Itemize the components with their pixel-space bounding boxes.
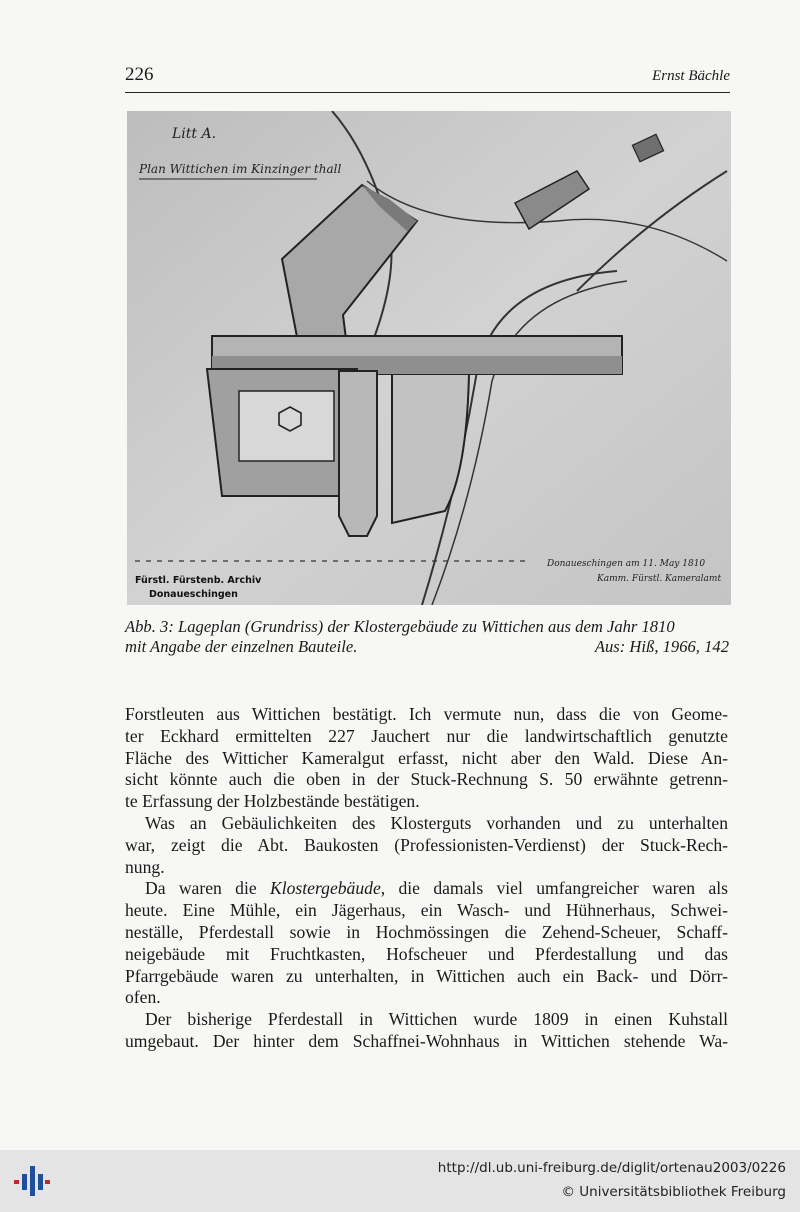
page-header xyxy=(125,62,730,93)
text-run: Da waren die xyxy=(145,878,270,899)
viewer-footer xyxy=(0,1150,800,1212)
paragraph-1 xyxy=(125,704,728,813)
running-head: Ernst Bächle xyxy=(652,68,730,84)
archive-stamp-line1: Fürstl. Fürstenb. Archiv xyxy=(135,575,262,586)
caption-text: mit Angabe der einzelnen Bauteile. xyxy=(125,637,358,656)
figure-caption xyxy=(125,617,729,657)
text-line: nung. xyxy=(125,856,165,877)
text-line xyxy=(125,878,728,900)
text-line: Pfarrgebäude waren zu unterhalten, in Wittichen auch ein Back- und Dörr- xyxy=(125,965,728,986)
text-line: ter Eckhard ermittelten 227 Jauchert nur die landwirtschaftlich genutzte xyxy=(125,725,728,746)
text-line: te Erfassung der Holzbestände bestätigen. xyxy=(125,791,420,812)
text-run: , die damals viel umfangreicher waren als xyxy=(380,878,728,899)
text-line: sicht könnte auch die oben in der Stuck-Rechnung S. 50 erwähnte getrenn- xyxy=(125,769,728,790)
text-line: neigebäude mit Fruchtkasten, Hofscheuer und Pferdestallung und das xyxy=(125,943,728,964)
paragraph-4 xyxy=(125,1009,728,1053)
emphasis-klostergebaeude: Klostergebäude xyxy=(270,878,381,899)
caption-line-2 xyxy=(125,637,729,657)
map-signature-line2: Kamm. Fürstl. Kameralamt xyxy=(597,574,722,584)
map-title-line2: Plan Wittichen im Kinzinger thall xyxy=(139,162,342,176)
text-line: ofen. xyxy=(125,987,161,1008)
courtyard xyxy=(239,391,334,461)
library-logo-icon xyxy=(12,1164,52,1200)
building-church xyxy=(339,371,377,536)
text-line: Forstleuten aus Wittichen bestätigt. Ich vermute nun, dass die von Geome- xyxy=(125,704,728,724)
text-line: heute. Eine Mühle, ein Jägerhaus, ein Wasch- und Hühnerhaus, Schwei- xyxy=(125,900,728,921)
paragraph-2 xyxy=(125,813,728,878)
page-number: 226 xyxy=(125,64,154,85)
paragraph-3 xyxy=(125,878,728,1009)
caption-source: Aus: Hiß, 1966, 142 xyxy=(594,637,729,656)
text-line: umgebaut. Der hinter dem Schaffnei-Wohnhaus in Wittichen stehende Wa- xyxy=(125,1030,728,1051)
map-title-line1: Litt A. xyxy=(172,126,217,142)
source-url-link[interactable]: http://dl.ub.uni-freiburg.de/diglit/ortenau2003/0226 xyxy=(437,1160,786,1176)
text-line: Fläche des Witticher Kameralgut erfasst, nicht aber den Wald. Diese An- xyxy=(125,747,728,768)
text-line: Was an Gebäulichkeiten des Klosterguts vorhanden und zu unterhalten xyxy=(145,812,728,833)
copyright-notice: © Universitätsbibliothek Freiburg xyxy=(561,1184,786,1200)
site-plan-drawing xyxy=(127,111,731,605)
archive-stamp-line2: Donaueschingen xyxy=(149,589,238,600)
text-line: Der bisherige Pferdestall in Wittichen wurde 1809 in einen Kuhstall xyxy=(145,1009,728,1030)
map-signature-line1: Donaueschingen am 11. May 1810 xyxy=(547,559,706,569)
text-line: neställe, Pferdestall sowie in Hochmössingen die Zehend-Scheuer, Schaff- xyxy=(125,921,728,942)
text-line: war, zeigt die Abt. Baukosten (Professionisten-Verdienst) der Stuck-Rech- xyxy=(125,834,728,855)
caption-line-1: Abb. 3: Lageplan (Grundriss) der Klostergebäude zu Wittichen aus dem Jahr 1810 xyxy=(125,617,675,636)
body-text xyxy=(125,704,728,1053)
site-plan-figure xyxy=(127,111,731,605)
